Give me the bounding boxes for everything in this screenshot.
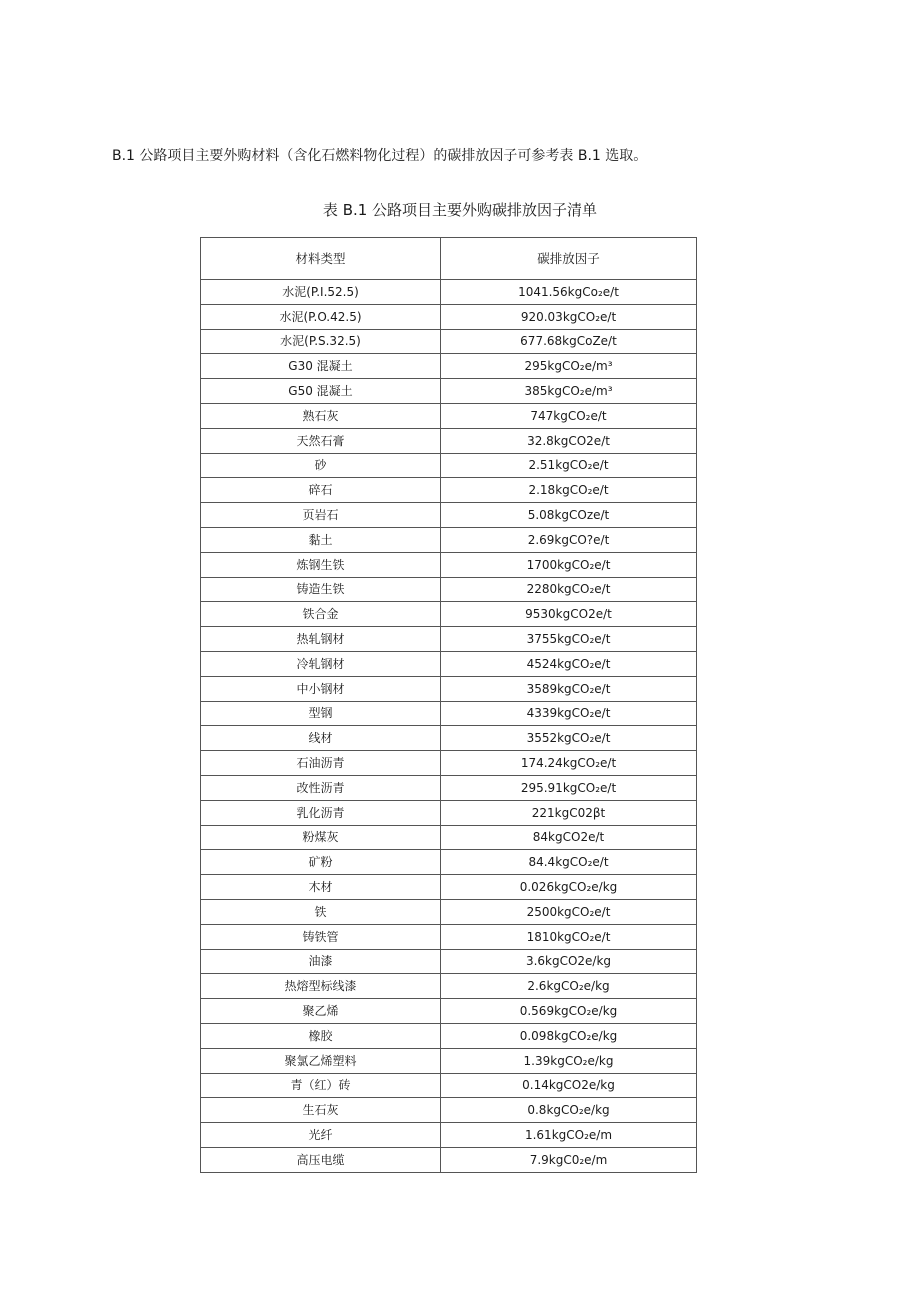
table-row	[201, 403, 697, 428]
table-row	[201, 1098, 697, 1123]
factor-cell: 2.6kgCO₂e/kg	[441, 974, 697, 999]
header-emission-factor: 碳排放因子	[441, 238, 697, 280]
factor-cell: 2500kgCO₂e/t	[441, 899, 697, 924]
table-row	[201, 1123, 697, 1148]
material-cell: 铁合金	[201, 602, 441, 627]
factor-cell: 3552kgCO₂e/t	[441, 726, 697, 751]
factor-cell: 1041.56kgCo₂e/t	[441, 280, 697, 305]
material-cell: 冷轧钢材	[201, 651, 441, 676]
factor-cell: 84.4kgCO₂e/t	[441, 850, 697, 875]
emission-factor-table	[200, 237, 697, 1173]
factor-cell: 2.69kgCO?e/t	[441, 527, 697, 552]
material-cell: G30 混凝土	[201, 354, 441, 379]
table-row	[201, 701, 697, 726]
material-cell: 水泥(P.S.32.5)	[201, 329, 441, 354]
material-cell: 木材	[201, 875, 441, 900]
material-cell: 线材	[201, 726, 441, 751]
table-row	[201, 478, 697, 503]
material-cell: 水泥(P.O.42.5)	[201, 304, 441, 329]
factor-cell: 4339kgCO₂e/t	[441, 701, 697, 726]
factor-cell: 385kgCO₂e/m³	[441, 379, 697, 404]
table-caption: 表 B.1 公路项目主要外购碳排放因子清单	[322, 201, 598, 219]
factor-cell: 0.569kgCO₂e/kg	[441, 999, 697, 1024]
material-cell: 水泥(P.I.52.5)	[201, 280, 441, 305]
header-material-type: 材料类型	[201, 238, 441, 280]
material-cell: 粉煤灰	[201, 825, 441, 850]
factor-cell: 221kgC02βt	[441, 800, 697, 825]
table-row	[201, 924, 697, 949]
table-row	[201, 1023, 697, 1048]
factor-cell: 295kgCO₂e/m³	[441, 354, 697, 379]
table-row	[201, 379, 697, 404]
material-cell: 改性沥青	[201, 775, 441, 800]
intro-paragraph: B.1 公路项目主要外购材料（含化石燃料物化过程）的碳排放因子可参考表 B.1 选取。	[112, 148, 648, 164]
table-header-row	[201, 238, 697, 280]
material-cell: 中小钢材	[201, 676, 441, 701]
table-row	[201, 1147, 697, 1172]
table-row	[201, 1048, 697, 1073]
material-cell: 热熔型标线漆	[201, 974, 441, 999]
material-cell: 矿粉	[201, 850, 441, 875]
factor-cell: 295.91kgCO₂e/t	[441, 775, 697, 800]
table-row	[201, 453, 697, 478]
table-row	[201, 329, 697, 354]
material-cell: 炼钢生铁	[201, 552, 441, 577]
table-row	[201, 602, 697, 627]
table-row	[201, 999, 697, 1024]
table-row	[201, 1073, 697, 1098]
table-row	[201, 974, 697, 999]
table-row	[201, 899, 697, 924]
table-row	[201, 552, 697, 577]
table-row	[201, 676, 697, 701]
table-row	[201, 428, 697, 453]
table-row	[201, 800, 697, 825]
material-cell: 热轧钢材	[201, 627, 441, 652]
factor-cell: 5.08kgCOze/t	[441, 503, 697, 528]
factor-cell: 84kgCO2e/t	[441, 825, 697, 850]
material-cell: 乳化沥青	[201, 800, 441, 825]
material-cell: 页岩石	[201, 503, 441, 528]
factor-cell: 3.6kgCO2e/kg	[441, 949, 697, 974]
material-cell: 聚乙烯	[201, 999, 441, 1024]
material-cell: 聚氯乙烯塑料	[201, 1048, 441, 1073]
material-cell: 生石灰	[201, 1098, 441, 1123]
factor-cell: 0.026kgCO₂e/kg	[441, 875, 697, 900]
factor-cell: 747kgCO₂e/t	[441, 403, 697, 428]
table-row	[201, 577, 697, 602]
table-row	[201, 651, 697, 676]
factor-cell: 32.8kgCO2e/t	[441, 428, 697, 453]
table-row	[201, 775, 697, 800]
factor-cell: 677.68kgCoZe/t	[441, 329, 697, 354]
material-cell: 熟石灰	[201, 403, 441, 428]
material-cell: 铸造生铁	[201, 577, 441, 602]
table-row	[201, 726, 697, 751]
table-row	[201, 850, 697, 875]
factor-cell: 9530kgCO2e/t	[441, 602, 697, 627]
table-row	[201, 527, 697, 552]
table-row	[201, 751, 697, 776]
material-cell: 石油沥青	[201, 751, 441, 776]
factor-cell: 920.03kgCO₂e/t	[441, 304, 697, 329]
table-row	[201, 354, 697, 379]
material-cell: 型钢	[201, 701, 441, 726]
table-row	[201, 825, 697, 850]
material-cell: 黏土	[201, 527, 441, 552]
table-row	[201, 949, 697, 974]
factor-cell: 1810kgCO₂e/t	[441, 924, 697, 949]
factor-cell: 3755kgCO₂e/t	[441, 627, 697, 652]
factor-cell: 0.8kgCO₂e/kg	[441, 1098, 697, 1123]
factor-cell: 2280kgCO₂e/t	[441, 577, 697, 602]
material-cell: G50 混凝土	[201, 379, 441, 404]
factor-cell: 0.14kgCO2e/kg	[441, 1073, 697, 1098]
factor-cell: 3589kgCO₂e/t	[441, 676, 697, 701]
material-cell: 高压电缆	[201, 1147, 441, 1172]
material-cell: 碎石	[201, 478, 441, 503]
factor-cell: 7.9kgC0₂e/m	[441, 1147, 697, 1172]
factor-cell: 1700kgCO₂e/t	[441, 552, 697, 577]
material-cell: 油漆	[201, 949, 441, 974]
material-cell: 砂	[201, 453, 441, 478]
factor-cell: 4524kgCO₂e/t	[441, 651, 697, 676]
material-cell: 橡胶	[201, 1023, 441, 1048]
material-cell: 青（红）砖	[201, 1073, 441, 1098]
table-row	[201, 280, 697, 305]
table-row	[201, 627, 697, 652]
table-row	[201, 304, 697, 329]
material-cell: 光纤	[201, 1123, 441, 1148]
factor-cell: 1.39kgCO₂e/kg	[441, 1048, 697, 1073]
factor-cell: 174.24kgCO₂e/t	[441, 751, 697, 776]
table-row	[201, 875, 697, 900]
factor-cell: 2.51kgCO₂e/t	[441, 453, 697, 478]
material-cell: 铁	[201, 899, 441, 924]
factor-cell: 2.18kgCO₂e/t	[441, 478, 697, 503]
factor-cell: 1.61kgCO₂e/m	[441, 1123, 697, 1148]
factor-cell: 0.098kgCO₂e/kg	[441, 1023, 697, 1048]
table-row	[201, 503, 697, 528]
material-cell: 天然石膏	[201, 428, 441, 453]
material-cell: 铸铁管	[201, 924, 441, 949]
